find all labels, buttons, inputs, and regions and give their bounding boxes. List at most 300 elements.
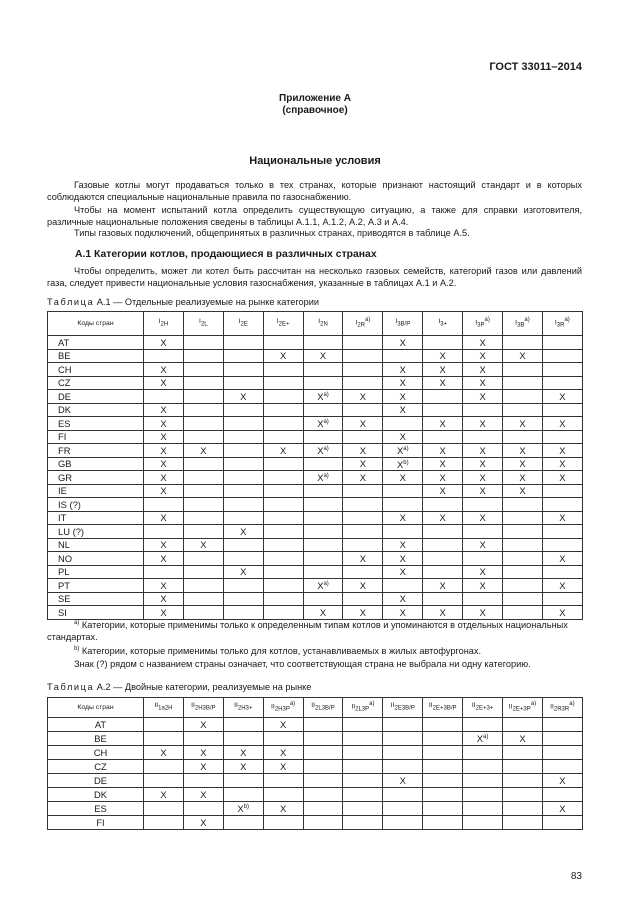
country-code-cell: AT bbox=[48, 718, 144, 732]
category-cell bbox=[263, 430, 303, 444]
category-cell bbox=[183, 592, 223, 606]
table-row bbox=[48, 816, 583, 830]
category-cell: X bbox=[144, 430, 184, 444]
category-cell bbox=[343, 760, 383, 774]
header-category: $II_{2H3P}^{a)}$ bbox=[263, 698, 303, 718]
category-cell bbox=[383, 484, 423, 498]
paragraph-1: Газовые котлы могут продаваться только в тех странах, которые признают настоящий стандарт и в которых соблюдаются специальные национальные правила по газоснабжению. bbox=[47, 180, 582, 202]
category-cell: X bbox=[503, 349, 543, 363]
country-code-cell: CH bbox=[48, 746, 144, 760]
footnote-ref: a) bbox=[483, 734, 489, 741]
category-cell bbox=[542, 498, 582, 512]
category-cell: X bbox=[542, 774, 582, 788]
category-cell bbox=[503, 552, 543, 566]
footnote: Знак (?) рядом с названием страны означает, что соответствующая страна не выбрала ни одну категорию. bbox=[74, 658, 531, 669]
category-cell: X bbox=[383, 552, 423, 566]
category-cell bbox=[383, 746, 423, 760]
country-code-cell: DE bbox=[48, 774, 144, 788]
category-cell bbox=[423, 538, 463, 552]
category-cell: X bbox=[383, 774, 423, 788]
category-cell: X bbox=[263, 718, 303, 732]
header-category: $II_{2R3R}^{a)}$ bbox=[542, 698, 582, 718]
category-cell: X bbox=[383, 403, 423, 417]
category-cell bbox=[183, 525, 223, 539]
category-cell bbox=[263, 552, 303, 566]
country-code-cell: DE bbox=[48, 390, 144, 404]
category-cell bbox=[223, 718, 263, 732]
category-cell bbox=[343, 565, 383, 579]
table-row bbox=[48, 498, 583, 512]
category-cell: X bbox=[542, 511, 582, 525]
category-cell bbox=[463, 774, 503, 788]
country-code-cell: CZ bbox=[48, 760, 144, 774]
category-cell bbox=[263, 788, 303, 802]
category-cell: X bbox=[423, 444, 463, 458]
category-cell: X bbox=[383, 363, 423, 377]
country-code-cell: NO bbox=[48, 552, 144, 566]
country-code-cell: CH bbox=[48, 363, 144, 377]
footnote-ref: a) bbox=[323, 446, 329, 453]
category-cell bbox=[303, 457, 343, 471]
category-cell: X bbox=[542, 390, 582, 404]
header-category: $I_{2E+}$ bbox=[263, 312, 303, 336]
category-cell bbox=[503, 802, 543, 816]
category-cell bbox=[423, 336, 463, 350]
country-code-cell: AT bbox=[48, 336, 144, 350]
category-cell bbox=[303, 430, 343, 444]
category-cell bbox=[223, 417, 263, 431]
category-cell: X bbox=[343, 417, 383, 431]
table-row bbox=[48, 802, 583, 816]
header-category: $II_{2E+3B/P}$ bbox=[423, 698, 463, 718]
category-cell: X bbox=[503, 732, 543, 746]
category-cell bbox=[303, 552, 343, 566]
country-code-cell: PT bbox=[48, 579, 144, 593]
category-cell: X bbox=[263, 349, 303, 363]
category-cell bbox=[383, 802, 423, 816]
category-cell bbox=[383, 444, 423, 458]
category-cell bbox=[183, 484, 223, 498]
category-cell: X bbox=[503, 417, 543, 431]
footnote-ref: a) bbox=[323, 392, 329, 399]
section-intro: Чтобы определить, может ли котел быть рассчитан на несколько газовых семейств, категорий газов или давлений газа, следует привести национальные условия газоснабжения, указанные в таблицах А.1 и А.2. bbox=[47, 266, 582, 288]
country-code-cell: ES bbox=[48, 802, 144, 816]
category-cell: X bbox=[183, 444, 223, 458]
category-cell bbox=[343, 430, 383, 444]
category-cell bbox=[343, 538, 383, 552]
mark: X bbox=[396, 445, 404, 457]
category-cell bbox=[463, 732, 503, 746]
country-code-cell: GB bbox=[48, 457, 144, 471]
header-category: $II_{2E3B/P}$ bbox=[383, 698, 423, 718]
category-cell: X bbox=[463, 417, 503, 431]
category-cell bbox=[183, 376, 223, 390]
table-row bbox=[48, 349, 583, 363]
table-row bbox=[48, 471, 583, 485]
header-category: $I_{2N}$ bbox=[303, 312, 343, 336]
category-cell: X bbox=[463, 484, 503, 498]
category-cell bbox=[223, 592, 263, 606]
category-cell bbox=[183, 471, 223, 485]
category-cell bbox=[423, 732, 463, 746]
category-cell bbox=[263, 484, 303, 498]
table-row bbox=[48, 538, 583, 552]
category-cell bbox=[223, 816, 263, 830]
category-cell bbox=[542, 363, 582, 377]
category-cell bbox=[463, 525, 503, 539]
category-cell: X bbox=[542, 552, 582, 566]
mark: X bbox=[476, 733, 484, 745]
category-cell bbox=[303, 376, 343, 390]
category-cell bbox=[303, 538, 343, 552]
table-row bbox=[48, 430, 583, 444]
category-cell: X bbox=[542, 802, 582, 816]
category-cell bbox=[263, 592, 303, 606]
category-cell: X bbox=[144, 579, 184, 593]
category-cell: X bbox=[144, 746, 184, 760]
category-cell: X bbox=[144, 363, 184, 377]
category-cell bbox=[383, 788, 423, 802]
category-cell bbox=[144, 718, 184, 732]
category-cell: X bbox=[343, 471, 383, 485]
category-cell bbox=[542, 525, 582, 539]
category-cell bbox=[263, 498, 303, 512]
category-cell bbox=[303, 336, 343, 350]
category-cell bbox=[144, 498, 184, 512]
category-cell: X bbox=[183, 816, 223, 830]
category-cell bbox=[144, 732, 184, 746]
category-cell bbox=[503, 774, 543, 788]
category-cell: X bbox=[383, 592, 423, 606]
category-cell bbox=[542, 732, 582, 746]
category-cell bbox=[144, 390, 184, 404]
category-cell bbox=[503, 525, 543, 539]
category-cell bbox=[223, 788, 263, 802]
category-cell: X bbox=[144, 788, 184, 802]
category-cell bbox=[343, 816, 383, 830]
category-cell bbox=[303, 746, 343, 760]
category-cell bbox=[423, 788, 463, 802]
header-category: $II_{2E+3+}$ bbox=[463, 698, 503, 718]
category-cell bbox=[542, 376, 582, 390]
category-cell bbox=[463, 403, 503, 417]
category-cell bbox=[503, 390, 543, 404]
category-cell bbox=[263, 511, 303, 525]
category-cell: X bbox=[423, 606, 463, 620]
category-cell bbox=[144, 349, 184, 363]
category-cell bbox=[223, 552, 263, 566]
category-cell bbox=[542, 484, 582, 498]
category-cell bbox=[303, 511, 343, 525]
category-cell bbox=[423, 525, 463, 539]
header-category: $II_{2E+3P}^{a)}$ bbox=[503, 698, 543, 718]
category-cell: X bbox=[463, 565, 503, 579]
category-cell bbox=[263, 390, 303, 404]
category-cell bbox=[463, 498, 503, 512]
category-cell: X bbox=[542, 457, 582, 471]
category-cell bbox=[503, 376, 543, 390]
table-single-categories bbox=[47, 311, 583, 620]
header-category: $I_{3+}$ bbox=[423, 312, 463, 336]
annex-label: Приложение А bbox=[279, 93, 351, 104]
category-cell: X bbox=[383, 565, 423, 579]
category-cell bbox=[223, 484, 263, 498]
category-cell bbox=[383, 525, 423, 539]
category-cell bbox=[343, 788, 383, 802]
category-cell bbox=[183, 430, 223, 444]
category-cell bbox=[503, 498, 543, 512]
category-cell bbox=[263, 732, 303, 746]
mark: X bbox=[396, 458, 404, 470]
category-cell bbox=[463, 802, 503, 816]
mark: X bbox=[317, 418, 324, 430]
category-cell: X bbox=[423, 457, 463, 471]
category-cell: X bbox=[463, 538, 503, 552]
category-cell bbox=[343, 336, 383, 350]
mark: X bbox=[317, 445, 324, 457]
category-cell bbox=[343, 363, 383, 377]
category-cell bbox=[223, 376, 263, 390]
category-cell bbox=[263, 417, 303, 431]
category-cell bbox=[183, 802, 223, 816]
country-code-cell: FI bbox=[48, 816, 144, 830]
table1-caption: Таблица А.1 — Отдельные реализуемые на рынке категории bbox=[47, 297, 319, 307]
category-cell bbox=[503, 403, 543, 417]
header-category: $I_{3P}^{a)}$ bbox=[463, 312, 503, 336]
category-cell: X bbox=[183, 538, 223, 552]
category-cell bbox=[542, 349, 582, 363]
category-cell bbox=[183, 565, 223, 579]
category-cell: X bbox=[383, 471, 423, 485]
category-cell bbox=[303, 498, 343, 512]
category-cell bbox=[383, 498, 423, 512]
category-cell bbox=[542, 592, 582, 606]
table-row bbox=[48, 525, 583, 539]
table-row bbox=[48, 417, 583, 431]
category-cell: X bbox=[383, 606, 423, 620]
category-cell bbox=[303, 525, 343, 539]
category-cell bbox=[503, 336, 543, 350]
category-cell bbox=[542, 430, 582, 444]
category-cell: X bbox=[144, 606, 184, 620]
table-row bbox=[48, 390, 583, 404]
header-category: $I_{2H}$ bbox=[144, 312, 184, 336]
country-code-cell: DK bbox=[48, 788, 144, 802]
header-category: $II_{2L3P}^{a)}$ bbox=[343, 698, 383, 718]
category-cell bbox=[183, 732, 223, 746]
category-cell: X bbox=[144, 538, 184, 552]
category-cell: X bbox=[343, 552, 383, 566]
category-cell: X bbox=[144, 552, 184, 566]
category-cell: X bbox=[144, 471, 184, 485]
category-cell bbox=[183, 349, 223, 363]
footnote-ref: a) bbox=[403, 446, 409, 453]
category-cell: X bbox=[463, 471, 503, 485]
category-cell bbox=[503, 592, 543, 606]
category-cell bbox=[263, 471, 303, 485]
country-code-cell: LU (?) bbox=[48, 525, 144, 539]
category-cell bbox=[303, 471, 343, 485]
category-cell: X bbox=[542, 606, 582, 620]
category-cell bbox=[263, 579, 303, 593]
category-cell: X bbox=[503, 444, 543, 458]
category-cell bbox=[303, 788, 343, 802]
category-cell: X bbox=[463, 363, 503, 377]
category-cell: X bbox=[542, 471, 582, 485]
category-cell: X bbox=[144, 444, 184, 458]
mark: X bbox=[317, 391, 324, 403]
category-cell bbox=[423, 592, 463, 606]
category-cell bbox=[343, 592, 383, 606]
category-cell bbox=[223, 498, 263, 512]
category-cell bbox=[383, 718, 423, 732]
category-cell bbox=[383, 732, 423, 746]
standard-code: ГОСТ 33011–2014 bbox=[489, 61, 582, 73]
footnote: $^{a)}$ Категории, которые применимы только к определенным типам котлов и упоминаются в отдельных национальных стандартах. bbox=[47, 620, 568, 643]
category-cell bbox=[542, 336, 582, 350]
category-cell bbox=[303, 816, 343, 830]
country-code-cell: SE bbox=[48, 592, 144, 606]
category-cell bbox=[263, 816, 303, 830]
category-cell: X bbox=[343, 457, 383, 471]
category-cell: X bbox=[423, 376, 463, 390]
paragraph-2: Чтобы на момент испытаний котла определить существующую ситуацию, а также для справки изготовителя, различные национальные положения сведены в таблицы А.1.1, А.1.2, А.2, А.3 и А.4. bbox=[47, 205, 582, 227]
category-cell bbox=[343, 525, 383, 539]
category-cell bbox=[383, 417, 423, 431]
category-cell bbox=[423, 718, 463, 732]
category-cell: X bbox=[383, 390, 423, 404]
category-cell: X bbox=[223, 525, 263, 539]
category-cell bbox=[503, 538, 543, 552]
category-cell bbox=[144, 774, 184, 788]
header-country-codes: Коды стран bbox=[48, 698, 144, 718]
header-category: $I_{3B}^{a)}$ bbox=[503, 312, 543, 336]
category-cell bbox=[503, 363, 543, 377]
mark: X bbox=[317, 472, 324, 484]
category-cell bbox=[263, 457, 303, 471]
category-cell: X bbox=[303, 606, 343, 620]
category-cell: X bbox=[223, 746, 263, 760]
category-cell: X bbox=[423, 363, 463, 377]
category-cell: X bbox=[343, 444, 383, 458]
header-category: $I_{3R}^{a)}$ bbox=[542, 312, 582, 336]
category-cell bbox=[423, 430, 463, 444]
category-cell bbox=[263, 403, 303, 417]
category-cell bbox=[263, 336, 303, 350]
category-cell bbox=[503, 579, 543, 593]
category-cell bbox=[223, 802, 263, 816]
category-cell bbox=[463, 816, 503, 830]
category-cell bbox=[343, 403, 383, 417]
country-code-cell: IE bbox=[48, 484, 144, 498]
country-code-cell: BE bbox=[48, 349, 144, 363]
table-row bbox=[48, 552, 583, 566]
category-cell bbox=[343, 718, 383, 732]
category-cell: X bbox=[463, 511, 503, 525]
table-row bbox=[48, 592, 583, 606]
header-category: $I_{3B/P}$ bbox=[383, 312, 423, 336]
footnote-ref: a) bbox=[323, 581, 329, 588]
category-cell bbox=[263, 774, 303, 788]
category-cell bbox=[183, 457, 223, 471]
category-cell: X bbox=[144, 457, 184, 471]
section-title: А.1 Категории котлов, продающиеся в различных странах bbox=[75, 249, 377, 260]
country-code-cell: DK bbox=[48, 403, 144, 417]
category-cell bbox=[303, 403, 343, 417]
category-cell: X bbox=[223, 390, 263, 404]
footnote-ref: a) bbox=[323, 473, 329, 480]
table-row bbox=[48, 336, 583, 350]
country-code-cell: ES bbox=[48, 417, 144, 431]
country-code-cell: GR bbox=[48, 471, 144, 485]
category-cell: X bbox=[263, 802, 303, 816]
category-cell bbox=[183, 363, 223, 377]
table-row bbox=[48, 484, 583, 498]
category-cell bbox=[263, 538, 303, 552]
table-row bbox=[48, 403, 583, 417]
header-category: $II_{2L3B/P}$ bbox=[303, 698, 343, 718]
table-dual-categories bbox=[47, 697, 583, 830]
category-cell bbox=[503, 430, 543, 444]
category-cell bbox=[423, 498, 463, 512]
category-cell bbox=[383, 579, 423, 593]
table-row bbox=[48, 511, 583, 525]
category-cell: X bbox=[463, 376, 503, 390]
category-cell: X bbox=[343, 579, 383, 593]
table-row bbox=[48, 788, 583, 802]
category-cell bbox=[183, 511, 223, 525]
header-category: $I_{2R}^{a)}$ bbox=[343, 312, 383, 336]
country-code-cell: SI bbox=[48, 606, 144, 620]
category-cell bbox=[183, 498, 223, 512]
category-cell bbox=[223, 511, 263, 525]
category-cell bbox=[223, 336, 263, 350]
table-row bbox=[48, 457, 583, 471]
category-cell bbox=[303, 760, 343, 774]
category-cell bbox=[423, 760, 463, 774]
header-row bbox=[48, 698, 583, 718]
category-cell bbox=[303, 565, 343, 579]
category-cell: X bbox=[263, 746, 303, 760]
category-cell bbox=[423, 390, 463, 404]
category-cell bbox=[183, 552, 223, 566]
category-cell bbox=[542, 760, 582, 774]
paragraph-3: Типы газовых подключений, общепринятых в различных странах, приводятся в таблице А.5. bbox=[74, 228, 470, 238]
category-cell bbox=[303, 444, 343, 458]
category-cell bbox=[503, 760, 543, 774]
category-cell bbox=[503, 816, 543, 830]
category-cell: X bbox=[542, 417, 582, 431]
category-cell bbox=[223, 471, 263, 485]
header-category: $II_{2H3+}$ bbox=[223, 698, 263, 718]
table-row bbox=[48, 718, 583, 732]
category-cell bbox=[542, 788, 582, 802]
category-cell: X bbox=[183, 746, 223, 760]
category-cell: X bbox=[423, 511, 463, 525]
category-cell bbox=[223, 457, 263, 471]
table-row bbox=[48, 774, 583, 788]
annex-title bbox=[0, 93, 630, 117]
category-cell bbox=[343, 498, 383, 512]
category-cell bbox=[542, 403, 582, 417]
category-cell bbox=[223, 579, 263, 593]
category-cell: X bbox=[503, 457, 543, 471]
category-cell bbox=[383, 760, 423, 774]
header-category: $I_{2L}$ bbox=[183, 312, 223, 336]
category-cell bbox=[223, 538, 263, 552]
footnote-ref: b) bbox=[403, 459, 409, 466]
category-cell bbox=[503, 511, 543, 525]
